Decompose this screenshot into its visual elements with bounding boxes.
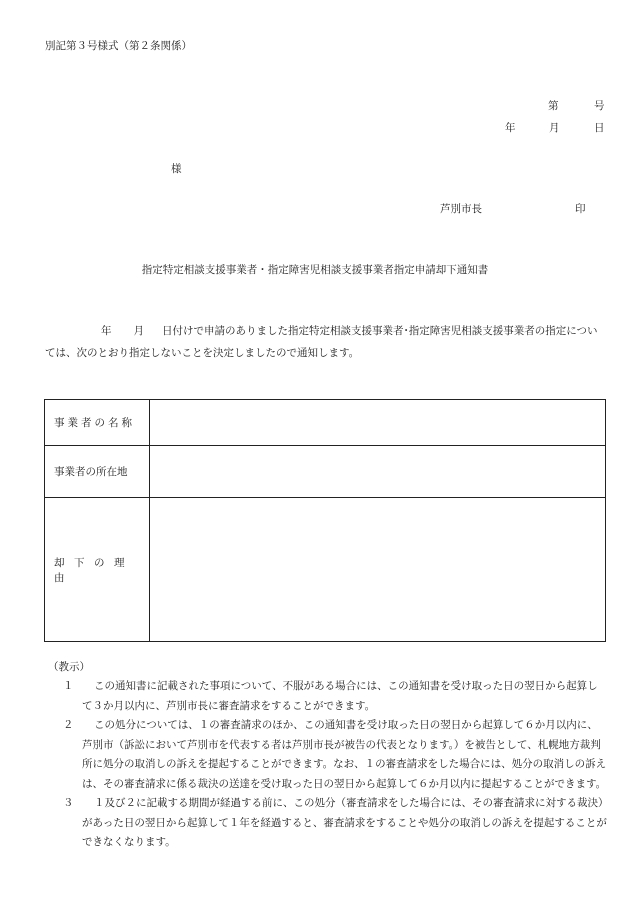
value-rejection-reason — [150, 498, 606, 642]
list-item — [48, 677, 608, 716]
notice-list — [48, 677, 608, 853]
document-title: 指定特定相談支援事業者・指定障害児相談支援事業者指定申請却下通知書 — [141, 264, 489, 276]
doc-number-suffix: 号 — [594, 100, 605, 112]
notice-number: １ — [63, 680, 74, 692]
form-label: 別記第３号様式（第２条関係） — [45, 40, 192, 52]
table-row — [45, 400, 606, 446]
label-business-name: 事業者の名称 — [45, 400, 150, 446]
sender-title: 芦別市長 — [440, 203, 482, 215]
label-business-address: 事業者の所在地 — [45, 446, 150, 498]
list-item — [48, 794, 608, 853]
doc-number-prefix: 第 — [548, 100, 559, 112]
body-text: 日付けで申請のありました指定特定相談支援事業者･指定障害児相談支援事業者の指定については、次のとおり指定しないことを決定しましたので通知します。 — [45, 325, 598, 359]
date-month: 月 — [549, 122, 560, 134]
notice-text: １及び２に記載する期間が経過する前に、この処分（審査請求をした場合には、その審査請求に対する裁決）があった日の翌日から起算して１年を経過すると、審査請求をすることや処分の取消しの訴えを提起することができなくなります。 — [82, 797, 607, 848]
notice-number: ３ — [63, 797, 74, 809]
date-year: 年 — [505, 122, 516, 134]
notice-text: この通知書に記載された事項について、不服がある場合には、この通知書を受け取った日の翌日から起算して３か月以内に、芦別市長に審査請求をすることができます。 — [82, 680, 598, 712]
notice-heading: （教示） — [48, 661, 90, 673]
body-year: 年 — [101, 325, 112, 337]
table-row — [45, 446, 606, 498]
table-row — [45, 498, 606, 642]
list-item — [48, 716, 608, 794]
notice-number: ２ — [63, 719, 74, 731]
body-month: 月 — [133, 325, 144, 337]
seal-mark: 印 — [575, 203, 586, 215]
date-day: 日 — [594, 122, 605, 134]
value-business-name — [150, 400, 606, 446]
value-business-address — [150, 446, 606, 498]
body-paragraph — [45, 320, 605, 364]
info-table — [44, 399, 606, 642]
addressee-honorific: 様 — [171, 163, 182, 175]
notice-text: この処分については、１の審査請求のほか、この通知書を受け取った日の翌日から起算して６か月以内に、芦別市（訴訟において芦別市を代表する者は芦別市長が被告の代表となります。）を被告として、札幌地方裁判所に処分の取消しの訴えを提起することができます。なお、１の審査請求をした場合には、処分の取消しの訴えは、その審査請求に係る裁決の送達を受け取った日の翌日から起算して６か月以内に提起することができます。 — [82, 719, 607, 790]
label-rejection-reason: 却下の理由 — [45, 498, 150, 642]
